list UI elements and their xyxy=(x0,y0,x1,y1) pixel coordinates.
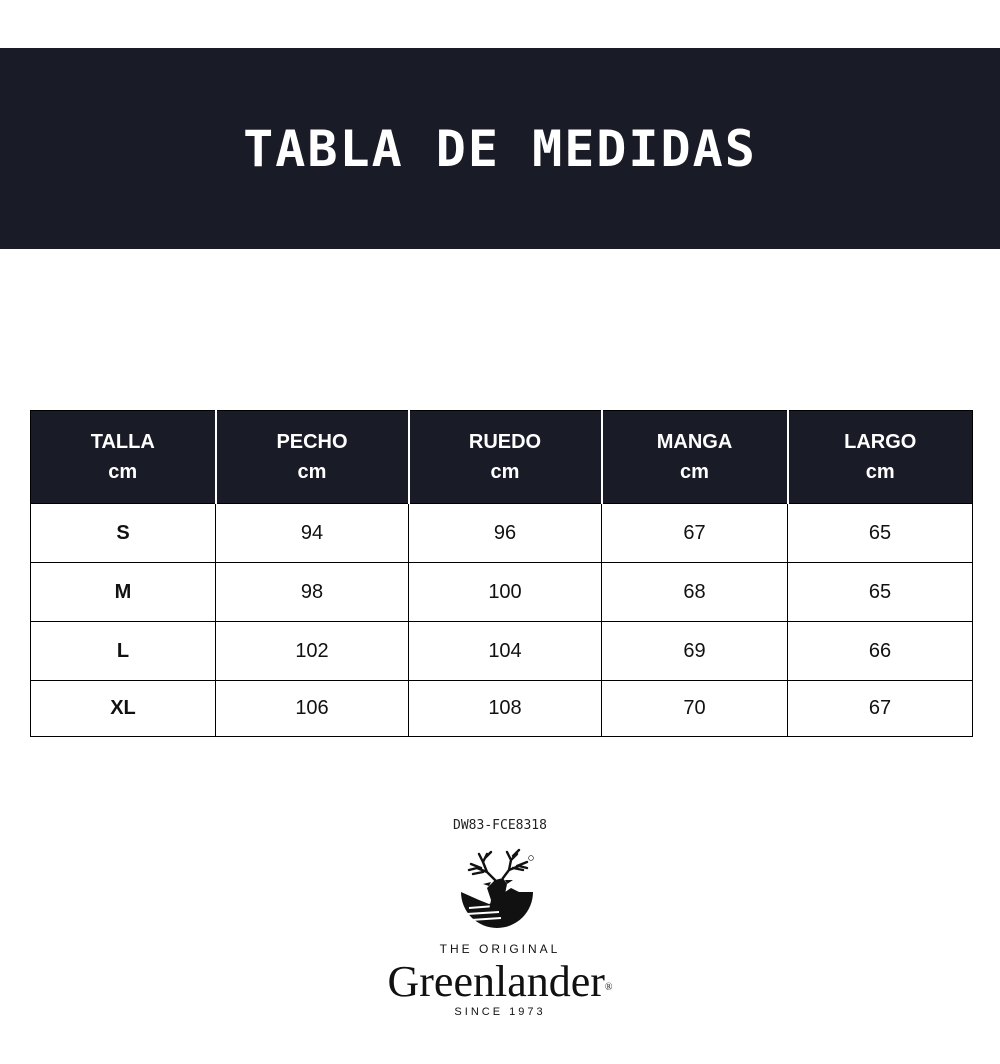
cell-pecho: 106 xyxy=(216,681,409,737)
cell-ruedo: 100 xyxy=(409,563,602,622)
stag-icon xyxy=(455,848,539,932)
cell-ruedo: 108 xyxy=(409,681,602,737)
header-unit: cm xyxy=(108,461,138,483)
cell-ruedo: 104 xyxy=(409,622,602,681)
brand-name: Greenlander xyxy=(387,957,605,1006)
size-chart-table xyxy=(30,410,973,737)
brand-since: SINCE 1973 xyxy=(454,1006,546,1018)
cell-ruedo: 96 xyxy=(409,504,602,563)
cell-pecho: 102 xyxy=(216,622,409,681)
table-row xyxy=(31,563,973,622)
header-unit: cm xyxy=(865,461,895,483)
cell-size: L xyxy=(31,622,216,681)
brand-wordmark xyxy=(340,942,660,1018)
product-code: DW83-FCE8318 xyxy=(453,818,547,833)
header-unit: cm xyxy=(297,461,327,483)
table-row xyxy=(31,504,973,563)
header-label: RUEDO xyxy=(468,431,542,453)
table-header-row xyxy=(31,411,973,504)
cell-manga: 69 xyxy=(602,622,788,681)
header-unit: cm xyxy=(490,461,520,483)
brand-logo xyxy=(340,848,660,1028)
header-talla xyxy=(31,411,216,504)
brand-tagline: THE ORIGINAL xyxy=(439,942,561,956)
header-label: PECHO xyxy=(276,431,348,453)
cell-largo: 66 xyxy=(788,622,973,681)
header-manga xyxy=(602,411,788,504)
cell-size: S xyxy=(31,504,216,563)
cell-size: M xyxy=(31,563,216,622)
header-label: LARGO xyxy=(844,431,917,453)
header-label: TALLA xyxy=(90,431,155,453)
cell-manga: 67 xyxy=(602,504,788,563)
registered-mark: ® xyxy=(604,982,613,993)
page-title: TABLA DE MEDIDAS xyxy=(243,119,757,178)
cell-largo: 67 xyxy=(788,681,973,737)
table-row xyxy=(31,681,973,737)
cell-pecho: 94 xyxy=(216,504,409,563)
header-largo xyxy=(788,411,973,504)
brand-name-wrapper xyxy=(340,958,660,1006)
header-label: MANGA xyxy=(656,431,733,453)
cell-size: XL xyxy=(31,681,216,737)
cell-largo: 65 xyxy=(788,563,973,622)
cell-manga: 68 xyxy=(602,563,788,622)
header-pecho xyxy=(216,411,409,504)
cell-manga: 70 xyxy=(602,681,788,737)
cell-largo: 65 xyxy=(788,504,973,563)
header-unit: cm xyxy=(680,461,709,483)
table-row xyxy=(31,622,973,681)
title-banner xyxy=(0,48,1000,249)
cell-pecho: 98 xyxy=(216,563,409,622)
header-ruedo xyxy=(409,411,602,504)
